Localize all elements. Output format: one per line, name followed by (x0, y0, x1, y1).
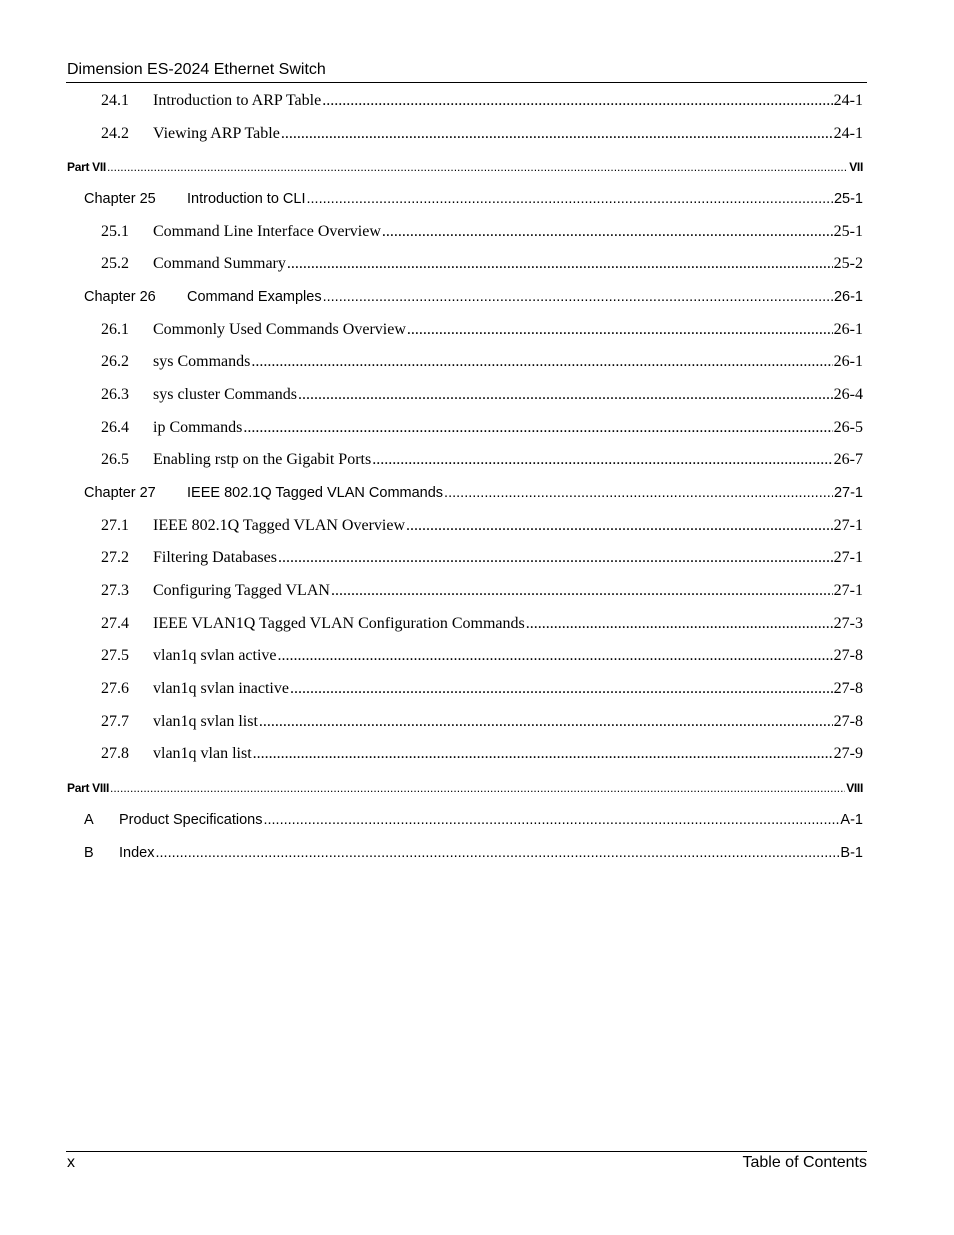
toc-page: 26-1 (833, 353, 863, 370)
toc-title: vlan1q svlan list (153, 713, 258, 730)
toc-page: B-1 (840, 845, 863, 861)
toc-leader (372, 449, 832, 471)
toc-title: Configuring Tagged VLAN (153, 582, 330, 599)
toc-page: 27-1 (833, 582, 863, 599)
toc-title: Command Examples (187, 289, 322, 305)
toc-page: 24-1 (833, 92, 863, 109)
toc-page: 26-4 (833, 386, 863, 403)
toc-number: 27.2 (101, 549, 129, 566)
toc-title: sys cluster Commands (153, 386, 297, 403)
toc-entry[interactable] (101, 743, 863, 765)
toc-entry[interactable] (101, 253, 863, 275)
toc-number: 24.1 (101, 92, 129, 109)
footer-divider (66, 1151, 867, 1152)
toc-number: 24.2 (101, 125, 129, 142)
toc-entry[interactable] (101, 449, 863, 471)
toc-title: Product Specifications (119, 812, 263, 828)
toc-leader (110, 780, 845, 796)
toc-leader (298, 384, 833, 406)
toc-appendix-entry[interactable] (84, 843, 863, 863)
toc-title: Enabling rstp on the Gigabit Ports (153, 451, 372, 468)
toc-entry[interactable] (101, 515, 863, 537)
toc-leader (278, 547, 833, 569)
toc-title: IEEE VLAN1Q Tagged VLAN Configuration Commands (153, 615, 525, 632)
toc-leader (407, 319, 833, 341)
toc-title: IEEE 802.1Q Tagged VLAN Overview (153, 517, 406, 534)
toc-page: 27-9 (833, 745, 863, 762)
toc-number: 27.5 (101, 647, 129, 664)
toc-leader (307, 189, 833, 209)
toc-leader (322, 90, 832, 112)
toc-title: vlan1q svlan inactive (153, 680, 289, 697)
toc-page: 27-8 (833, 680, 863, 697)
toc-number: 26.1 (101, 321, 129, 338)
toc-leader (290, 678, 833, 700)
toc-number: 27.3 (101, 582, 129, 599)
toc-title: sys Commands (153, 353, 251, 370)
toc-leader (278, 645, 833, 667)
toc-page: 25-1 (833, 191, 863, 207)
toc-page: 25-1 (833, 223, 863, 240)
toc-number: 25.2 (101, 255, 129, 272)
toc-page: 26-1 (833, 321, 863, 338)
toc-entry[interactable] (101, 319, 863, 341)
toc-number: 26.4 (101, 419, 129, 436)
toc-number: 27.1 (101, 517, 129, 534)
toc-page: 27-8 (833, 647, 863, 664)
toc-entry[interactable] (101, 645, 863, 667)
toc-title: Part VII (67, 160, 106, 174)
toc-leader (155, 843, 839, 863)
toc-title: vlan1q svlan active (153, 647, 277, 664)
toc-appendix-entry[interactable] (84, 810, 863, 830)
toc-number: 27.6 (101, 680, 129, 697)
toc-leader (243, 417, 832, 439)
toc-number: Chapter 25 (84, 191, 156, 207)
toc-part-entry[interactable] (67, 159, 863, 175)
toc-entry[interactable] (101, 547, 863, 569)
toc-title: ip Commands (153, 419, 243, 436)
toc-page: 27-8 (833, 713, 863, 730)
toc-page: 27-3 (833, 615, 863, 632)
toc-number: B (84, 845, 94, 861)
toc-number: Chapter 27 (84, 485, 156, 501)
toc-number: Chapter 26 (84, 289, 156, 305)
toc-leader (253, 743, 833, 765)
toc-entry[interactable] (101, 580, 863, 602)
toc-entry[interactable] (101, 613, 863, 635)
toc-title: Index (119, 845, 155, 861)
toc-number: 27.4 (101, 615, 129, 632)
toc-page: 27-1 (833, 517, 863, 534)
toc-entry[interactable] (101, 90, 863, 112)
toc-entry[interactable] (101, 678, 863, 700)
toc-chapter-entry[interactable] (84, 189, 863, 209)
toc-number: 27.8 (101, 745, 129, 762)
toc-page: 27-1 (833, 549, 863, 566)
toc-number: 26.2 (101, 353, 129, 370)
header-divider (66, 82, 867, 83)
toc-page: A-1 (840, 812, 863, 828)
toc-title: IEEE 802.1Q Tagged VLAN Commands (187, 485, 444, 501)
toc-page: VIII (846, 781, 863, 795)
toc-page: VII (849, 160, 863, 174)
toc-page: 24-1 (833, 125, 863, 142)
toc-part-entry[interactable] (67, 780, 863, 796)
toc-leader (406, 515, 833, 537)
toc-entry[interactable] (101, 123, 863, 145)
toc-title: Command Summary (153, 255, 286, 272)
toc-number: A (84, 812, 94, 828)
page-number: x (67, 1154, 75, 1171)
toc-title: Introduction to CLI (187, 191, 306, 207)
toc-entry[interactable] (101, 351, 863, 373)
toc-entry[interactable] (101, 221, 863, 243)
toc-number: 25.1 (101, 223, 129, 240)
toc-leader (287, 253, 833, 275)
toc-title: Commonly Used Commands Overview (153, 321, 406, 338)
toc-title: Command Line Interface Overview (153, 223, 381, 240)
toc-page: 27-1 (833, 485, 863, 501)
document-title: Dimension ES-2024 Ethernet Switch (67, 61, 326, 78)
toc-chapter-entry[interactable] (84, 287, 863, 307)
toc-entry[interactable] (101, 711, 863, 733)
toc-entry[interactable] (101, 384, 863, 406)
footer-section-title: Table of Contents (742, 1154, 867, 1171)
toc-number: 26.3 (101, 386, 129, 403)
toc-page: 26-1 (833, 289, 863, 305)
toc-page: 26-5 (833, 419, 863, 436)
toc-leader (281, 123, 833, 145)
toc-chapter-entry[interactable] (84, 483, 863, 503)
toc-leader (323, 287, 833, 307)
toc-page: 26-7 (833, 451, 863, 468)
toc-leader (263, 810, 839, 830)
toc-leader (444, 483, 833, 503)
toc-page: 25-2 (833, 255, 863, 272)
toc-leader (526, 613, 833, 635)
toc-leader (382, 221, 833, 243)
toc-leader (259, 711, 833, 733)
toc-number: 26.5 (101, 451, 129, 468)
toc-number: 27.7 (101, 713, 129, 730)
toc-leader (251, 351, 832, 373)
toc-leader (331, 580, 833, 602)
toc-leader (107, 159, 848, 175)
toc-title: Part VIII (67, 781, 109, 795)
toc-title: vlan1q vlan list (153, 745, 252, 762)
toc-title: Viewing ARP Table (153, 125, 280, 142)
toc-title: Introduction to ARP Table (153, 92, 322, 109)
toc-entry[interactable] (101, 417, 863, 439)
toc-title: Filtering Databases (153, 549, 277, 566)
